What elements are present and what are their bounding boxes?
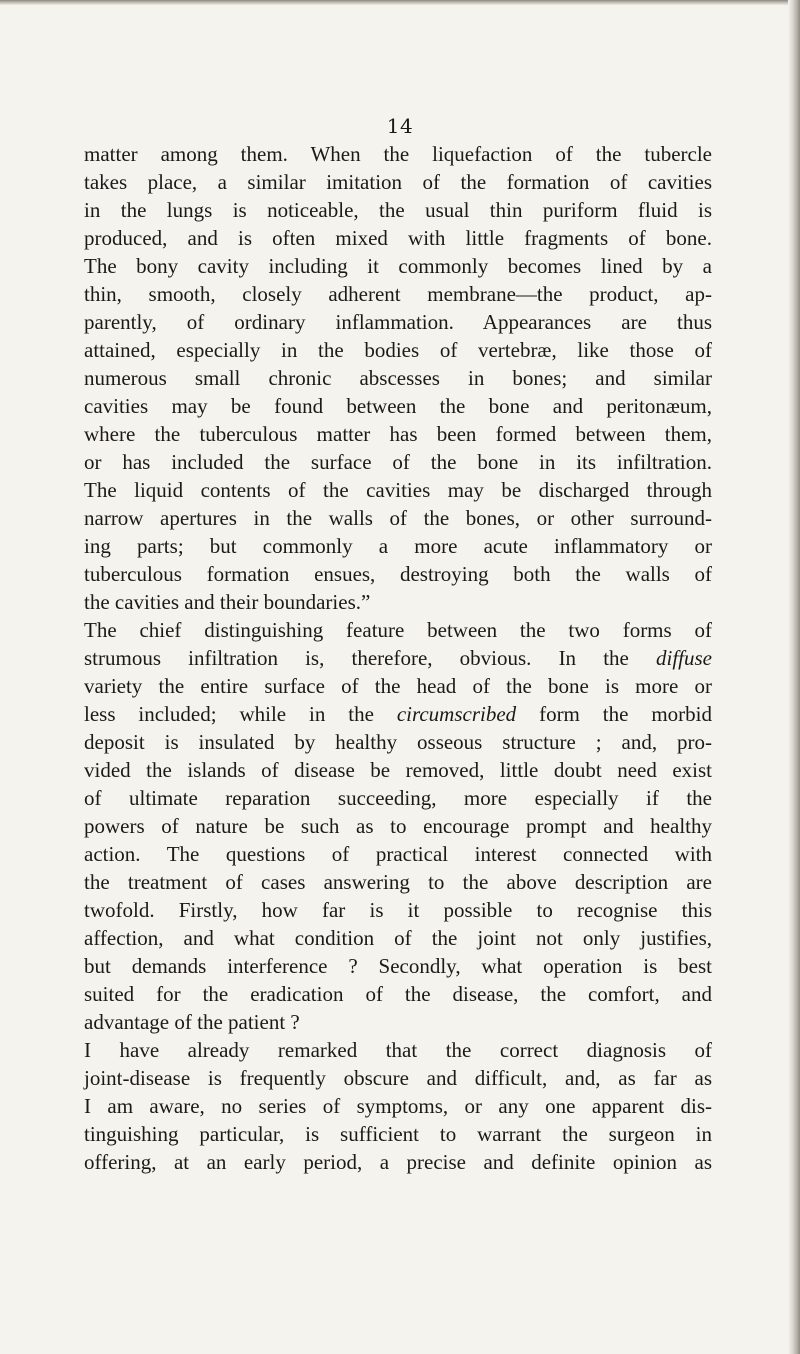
text-line: parently, of ordinary inflammation. Appearances are thus [84,310,712,334]
text-line: narrow apertures in the walls of the bones, or other surround- [84,506,712,530]
text-line: suited for the eradication of the disease, the comfort, and [84,982,712,1006]
italic-term-circumscribed: circumscribed [396,702,517,726]
text-line: offering, at an early period, a precise and definite opinion as [84,1150,712,1174]
text-line: cavities may be found between the bone and peritonæum, [84,394,712,418]
text-line: I have already remarked that the correct diagnosis of [84,1038,712,1062]
text-line: attained, especially in the bodies of vertebræ, like those of [84,338,712,362]
text-line: takes place, a similar imitation of the formation of cavities [84,170,712,194]
text-line: advantage of the patient ? [84,1010,300,1034]
text-line: but demands interference ? Secondly, what operation is best [84,954,712,978]
text-line: the cavities and their boundaries.” [84,590,371,614]
text-line: deposit is insulated by healthy osseous structure ; and, pro- [84,730,712,754]
body-text [84,140,712,1176]
text-segment: form the morbid [516,702,713,726]
text-line: ing parts; but commonly a more acute inflammatory or [84,534,712,558]
text-line: The liquid contents of the cavities may be discharged through [84,478,712,502]
text-line-with-italic [84,700,712,728]
text-line: where the tuberculous matter has been formed between them, [84,422,712,446]
text-line: of ultimate reparation succeeding, more especially if the [84,786,712,810]
text-line: numerous small chronic abscesses in bones; and similar [84,366,712,390]
text-line: or has included the surface of the bone in its infiltration. [84,450,712,474]
text-line: tinguishing particular, is sufficient to warrant the surgeon in [84,1122,712,1146]
text-line: affection, and what condition of the joint not only justifies, [84,926,712,950]
text-line: powers of nature be such as to encourage prompt and healthy [84,814,712,838]
text-line: The chief distinguishing feature between the two forms of [84,618,712,642]
text-line: matter among them. When the liquefaction of the tubercle [84,142,712,166]
text-line: twofold. Firstly, how far is it possible to recognise this [84,898,712,922]
text-line: the treatment of cases answering to the above description are [84,870,712,894]
text-line: vided the islands of disease be removed, little doubt need exist [84,758,712,782]
text-line: thin, smooth, closely adherent membrane—the product, ap- [84,282,712,306]
text-line: in the lungs is noticeable, the usual thin puriform fluid is [84,198,712,222]
text-line: The bony cavity including it commonly becomes lined by a [84,254,712,278]
text-segment: strumous infiltration is, therefore, obvious. In the [84,646,629,670]
text-line: joint-disease is frequently obscure and difficult, and, as far as [84,1066,712,1090]
page-binding-edge [788,0,800,1354]
text-line: produced, and is often mixed with little fragments of bone. [84,226,712,250]
text-line-with-italic [84,644,712,672]
italic-term-diffuse: diffuse [656,646,712,670]
page-number: 14 [386,114,414,138]
text-segment: less included; while in the [84,702,374,726]
page-top-edge [0,0,800,5]
text-line: I am aware, no series of symptoms, or any one apparent dis- [84,1094,712,1118]
text-line: action. The questions of practical interest connected with [84,842,712,866]
text-line: tuberculous formation ensues, destroying both the walls of [84,562,712,586]
text-line: variety the entire surface of the head of the bone is more or [84,674,712,698]
